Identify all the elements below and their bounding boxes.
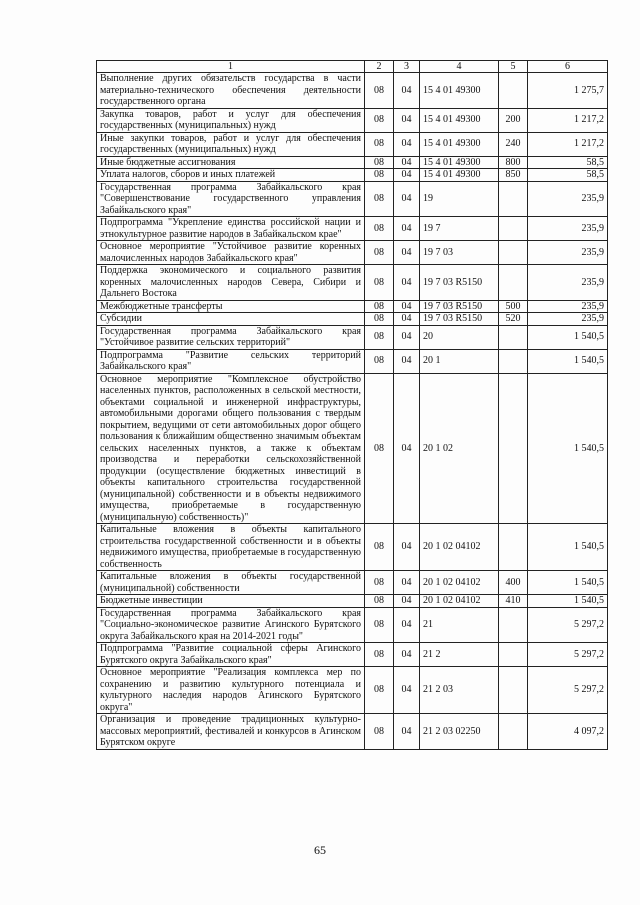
row-name-cell: Государственная программа Забайкальского края "Социально-экономическое развитие Агинского Бурятского округа Забайкальского края на 2014-2021 годы"	[97, 607, 365, 643]
expense-type-cell	[499, 181, 528, 217]
col-header-5: 5	[499, 61, 528, 73]
table-header-row	[97, 61, 608, 73]
target-article-cell: 20 1 02	[420, 373, 499, 524]
amount-cell: 5 297,2	[528, 643, 608, 667]
amount-cell: 1 540,5	[528, 373, 608, 524]
row-name-cell: Иные закупки товаров, работ и услуг для обеспечения государственных (муниципальных) нужд	[97, 132, 365, 156]
section-code-cell: 08	[365, 714, 394, 750]
row-name-cell: Бюджетные инвестиции	[97, 595, 365, 608]
table-row	[97, 524, 608, 571]
target-article-cell: 15 4 01 49300	[420, 156, 499, 169]
expense-type-cell	[499, 265, 528, 301]
expense-type-cell: 240	[499, 132, 528, 156]
target-article-cell: 20 1	[420, 349, 499, 373]
table-row	[97, 132, 608, 156]
subsection-code-cell: 04	[394, 667, 420, 714]
row-name-cell: Основное мероприятие "Устойчивое развитие коренных малочисленных народов Забайкальского края"	[97, 241, 365, 265]
target-article-cell: 15 4 01 49300	[420, 108, 499, 132]
subsection-code-cell: 04	[394, 643, 420, 667]
row-name-cell: Основное мероприятие "Реализация комплекса мер по сохранению и развитию культурного потенциала и культурного наследия народов Агинского Бурятского округа"	[97, 667, 365, 714]
amount-cell: 4 097,2	[528, 714, 608, 750]
section-code-cell: 08	[365, 667, 394, 714]
table-row	[97, 300, 608, 313]
subsection-code-cell: 04	[394, 132, 420, 156]
row-name-cell: Иные бюджетные ассигнования	[97, 156, 365, 169]
subsection-code-cell: 04	[394, 73, 420, 109]
expense-type-cell: 400	[499, 571, 528, 595]
amount-cell: 1 217,2	[528, 132, 608, 156]
target-article-cell: 19	[420, 181, 499, 217]
amount-cell: 58,5	[528, 156, 608, 169]
table-row	[97, 169, 608, 182]
target-article-cell: 21 2 03 02250	[420, 714, 499, 750]
table-body	[97, 73, 608, 750]
table-row	[97, 325, 608, 349]
amount-cell: 1 540,5	[528, 325, 608, 349]
expense-type-cell	[499, 714, 528, 750]
table-row	[97, 108, 608, 132]
target-article-cell: 15 4 01 49300	[420, 169, 499, 182]
section-code-cell: 08	[365, 241, 394, 265]
row-name-cell: Выполнение других обязательств государства в части материально-технического обеспечения деятельности государственного органа	[97, 73, 365, 109]
expense-type-cell	[499, 643, 528, 667]
col-header-1: 1	[97, 61, 365, 73]
table-row	[97, 313, 608, 326]
table-row	[97, 156, 608, 169]
row-name-cell: Подпрограмма "Укрепление единства российской нации и этнокультурное развитие народов в Забайкальском крае"	[97, 217, 365, 241]
section-code-cell: 08	[365, 265, 394, 301]
row-name-cell: Подпрограмма "Развитие социальной сферы Агинского Бурятского округа Забайкальского края"	[97, 643, 365, 667]
amount-cell: 58,5	[528, 169, 608, 182]
target-article-cell: 20 1 02 04102	[420, 595, 499, 608]
expense-type-cell	[499, 349, 528, 373]
section-code-cell: 08	[365, 156, 394, 169]
target-article-cell: 15 4 01 49300	[420, 132, 499, 156]
amount-cell: 1 540,5	[528, 349, 608, 373]
row-name-cell: Межбюджетные трансферты	[97, 300, 365, 313]
amount-cell: 235,9	[528, 181, 608, 217]
table-row	[97, 643, 608, 667]
section-code-cell: 08	[365, 108, 394, 132]
subsection-code-cell: 04	[394, 373, 420, 524]
target-article-cell: 21 2 03	[420, 667, 499, 714]
table-row	[97, 607, 608, 643]
amount-cell: 235,9	[528, 300, 608, 313]
table-row	[97, 373, 608, 524]
table-row	[97, 265, 608, 301]
col-header-4: 4	[420, 61, 499, 73]
row-name-cell: Капитальные вложения в объекты государственной (муниципальной) собственности	[97, 571, 365, 595]
table-row	[97, 73, 608, 109]
subsection-code-cell: 04	[394, 156, 420, 169]
table-row	[97, 181, 608, 217]
expense-type-cell	[499, 241, 528, 265]
row-name-cell: Подпрограмма "Развитие сельских территорий Забайкальского края"	[97, 349, 365, 373]
col-header-2: 2	[365, 61, 394, 73]
amount-cell: 235,9	[528, 265, 608, 301]
col-header-6: 6	[528, 61, 608, 73]
table-row	[97, 595, 608, 608]
section-code-cell: 08	[365, 325, 394, 349]
row-name-cell: Государственная программа Забайкальского края "Совершенствование государственного управления Забайкальского края"	[97, 181, 365, 217]
section-code-cell: 08	[365, 217, 394, 241]
subsection-code-cell: 04	[394, 169, 420, 182]
section-code-cell: 08	[365, 571, 394, 595]
row-name-cell: Организация и проведение традиционных культурно-массовых мероприятий, фестивалей и конкурсов в Агинском Бурятском округе	[97, 714, 365, 750]
section-code-cell: 08	[365, 132, 394, 156]
subsection-code-cell: 04	[394, 595, 420, 608]
expense-type-cell	[499, 373, 528, 524]
expense-type-cell: 520	[499, 313, 528, 326]
target-article-cell: 19 7 03 R5150	[420, 300, 499, 313]
amount-cell: 1 217,2	[528, 108, 608, 132]
table-row	[97, 667, 608, 714]
amount-cell: 1 540,5	[528, 595, 608, 608]
row-name-cell: Закупка товаров, работ и услуг для обеспечения государственных (муниципальных) нужд	[97, 108, 365, 132]
row-name-cell: Государственная программа Забайкальского края "Устойчивое развитие сельских территорий"	[97, 325, 365, 349]
budget-table	[96, 60, 608, 750]
target-article-cell: 15 4 01 49300	[420, 73, 499, 109]
target-article-cell: 19 7 03 R5150	[420, 313, 499, 326]
expense-type-cell: 850	[499, 169, 528, 182]
subsection-code-cell: 04	[394, 265, 420, 301]
section-code-cell: 08	[365, 349, 394, 373]
table-row	[97, 571, 608, 595]
target-article-cell: 21	[420, 607, 499, 643]
section-code-cell: 08	[365, 373, 394, 524]
table-row	[97, 241, 608, 265]
section-code-cell: 08	[365, 595, 394, 608]
expense-type-cell	[499, 607, 528, 643]
amount-cell: 235,9	[528, 313, 608, 326]
col-header-3: 3	[394, 61, 420, 73]
amount-cell: 5 297,2	[528, 607, 608, 643]
target-article-cell: 21 2	[420, 643, 499, 667]
section-code-cell: 08	[365, 181, 394, 217]
row-name-cell: Субсидии	[97, 313, 365, 326]
expense-type-cell	[499, 667, 528, 714]
section-code-cell: 08	[365, 300, 394, 313]
subsection-code-cell: 04	[394, 181, 420, 217]
subsection-code-cell: 04	[394, 325, 420, 349]
subsection-code-cell: 04	[394, 108, 420, 132]
page-number: 65	[314, 843, 326, 857]
section-code-cell: 08	[365, 313, 394, 326]
subsection-code-cell: 04	[394, 349, 420, 373]
subsection-code-cell: 04	[394, 217, 420, 241]
section-code-cell: 08	[365, 607, 394, 643]
row-name-cell: Основное мероприятие "Комплексное обустройство населенных пунктов, расположенных в сельской местности, объектами социальной и инженерной инфраструктуры, автомобильными дорогами общего пользования с твердым покрытием, ведущими от сети автомобильных дорог общего пользования к ближайшим общественно значимым объектам сельских населенных пунктов, а также к объектам производства и переработки сельскохозяйственной продукции (осуществление бюджетных инвестиций в объекты капитального строительства государственной (муниципальной) собственности и в объекты недвижимого имущества, приобретаемые в государственную (муниципальную) собственность)"	[97, 373, 365, 524]
subsection-code-cell: 04	[394, 313, 420, 326]
subsection-code-cell: 04	[394, 571, 420, 595]
target-article-cell: 20	[420, 325, 499, 349]
target-article-cell: 19 7	[420, 217, 499, 241]
expense-type-cell: 800	[499, 156, 528, 169]
target-article-cell: 19 7 03	[420, 241, 499, 265]
subsection-code-cell: 04	[394, 300, 420, 313]
subsection-code-cell: 04	[394, 524, 420, 571]
subsection-code-cell: 04	[394, 241, 420, 265]
amount-cell: 235,9	[528, 241, 608, 265]
amount-cell: 5 297,2	[528, 667, 608, 714]
table-row	[97, 714, 608, 750]
row-name-cell: Капитальные вложения в объекты капитального строительства государственной собственности и в объекты недвижимого имущества, приобретаемые в государственную собственность	[97, 524, 365, 571]
table-row	[97, 349, 608, 373]
target-article-cell: 20 1 02 04102	[420, 571, 499, 595]
section-code-cell: 08	[365, 169, 394, 182]
amount-cell: 1 275,7	[528, 73, 608, 109]
amount-cell: 1 540,5	[528, 524, 608, 571]
target-article-cell: 20 1 02 04102	[420, 524, 499, 571]
row-name-cell: Поддержка экономического и социального развития коренных малочисленных народов Севера, Сибири и Дальнего Востока	[97, 265, 365, 301]
amount-cell: 235,9	[528, 217, 608, 241]
section-code-cell: 08	[365, 524, 394, 571]
table-row	[97, 217, 608, 241]
section-code-cell: 08	[365, 73, 394, 109]
section-code-cell: 08	[365, 643, 394, 667]
expense-type-cell: 200	[499, 108, 528, 132]
subsection-code-cell: 04	[394, 607, 420, 643]
amount-cell: 1 540,5	[528, 571, 608, 595]
row-name-cell: Уплата налогов, сборов и иных платежей	[97, 169, 365, 182]
target-article-cell: 19 7 03 R5150	[420, 265, 499, 301]
expense-type-cell: 410	[499, 595, 528, 608]
subsection-code-cell: 04	[394, 714, 420, 750]
expense-type-cell	[499, 325, 528, 349]
expense-type-cell	[499, 524, 528, 571]
expense-type-cell	[499, 73, 528, 109]
expense-type-cell	[499, 217, 528, 241]
expense-type-cell: 500	[499, 300, 528, 313]
